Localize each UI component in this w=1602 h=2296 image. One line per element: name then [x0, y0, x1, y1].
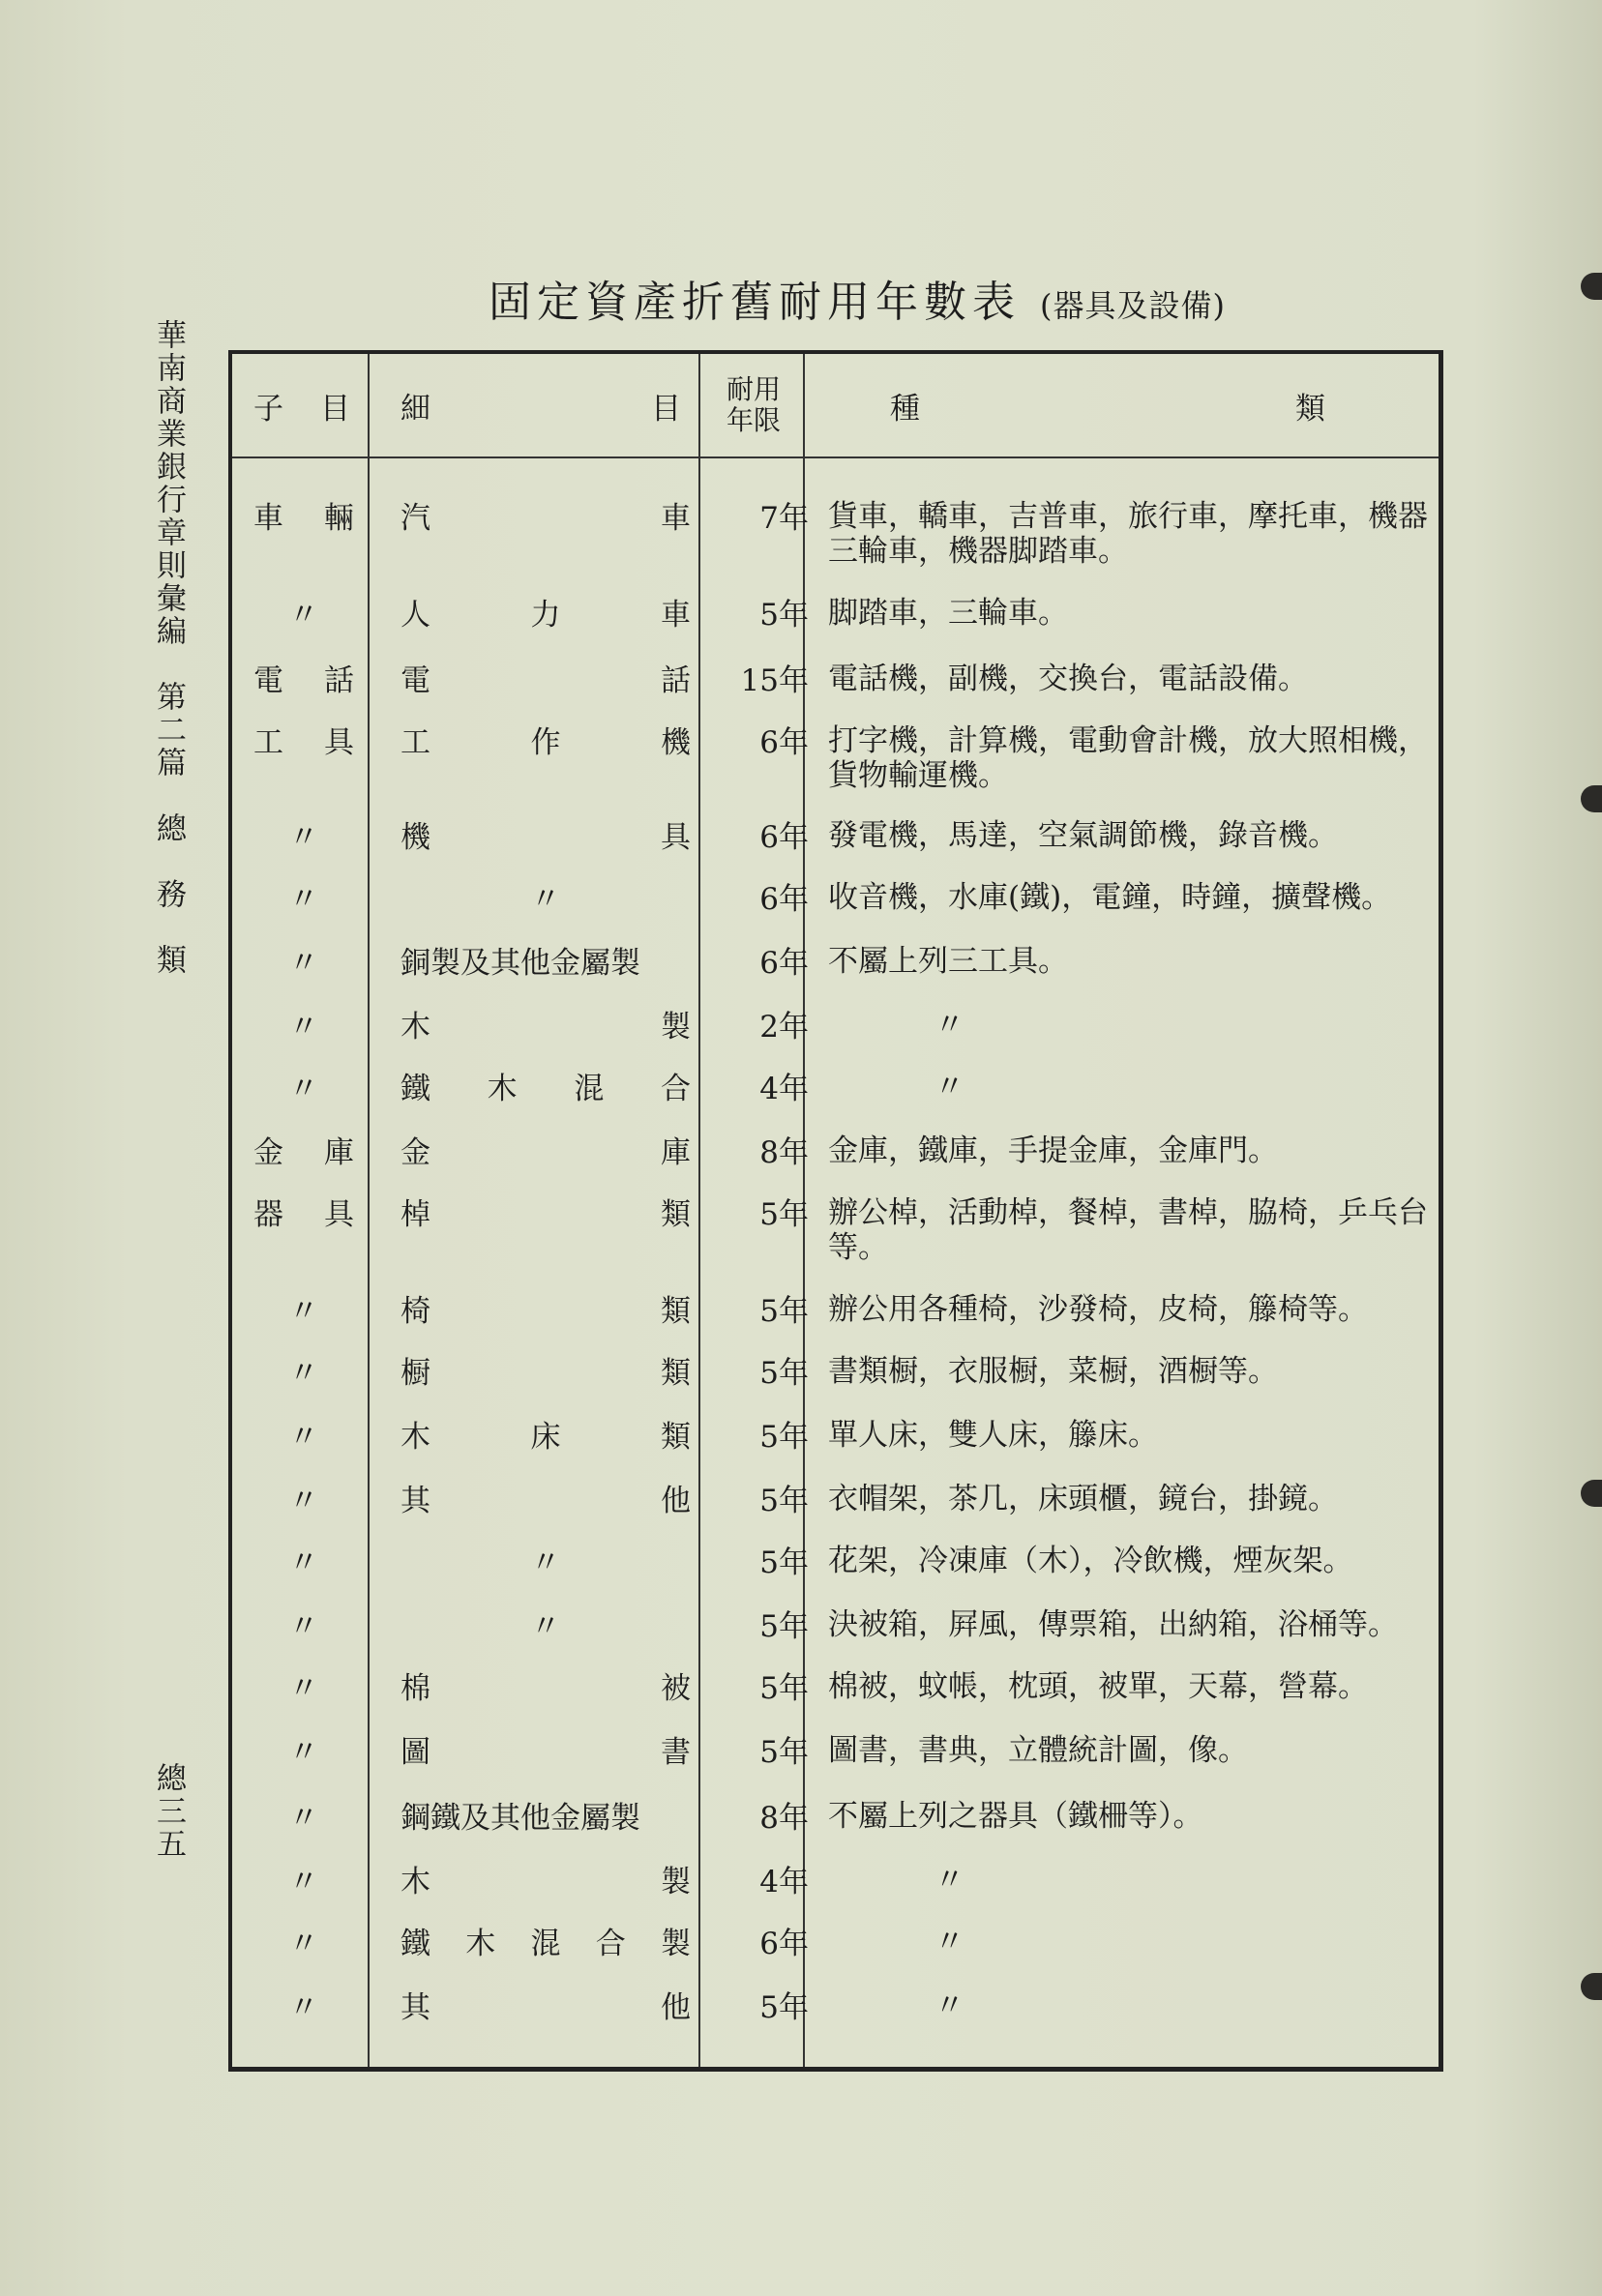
binding-hole — [1581, 785, 1602, 812]
table-cell: 辦公棹，活動棹，餐棹，書棹，脇椅，乒乓台等。 — [828, 1195, 1428, 1265]
cell-char: 鐵 — [400, 1927, 430, 1961]
cell-char: 被 — [661, 1671, 691, 1706]
table-cell: 圖書，書典，立體統計圖，像。 — [828, 1733, 1248, 1768]
table-cell: 棉被，蚊帳，枕頭，被單，天幕，營幕。 — [828, 1669, 1368, 1704]
table-cell: 7年 — [759, 501, 809, 536]
table-cell: 15年 — [740, 663, 809, 698]
table-cell: 8年 — [759, 1135, 809, 1170]
table-cell: 不屬上列三工具。 — [828, 944, 1068, 979]
table-cell: 〃 — [934, 1988, 964, 2023]
cell-char: 作 — [530, 725, 561, 760]
table-row — [232, 1733, 1447, 1791]
cell-char: 話 — [661, 663, 691, 698]
table-cell: 〃 — [288, 1735, 319, 1770]
header-text: 細 — [400, 391, 430, 427]
cell-char: 工 — [400, 725, 430, 760]
cell-char: 其 — [400, 1484, 430, 1518]
header-subitem — [253, 354, 350, 456]
cell-char: 電 — [253, 663, 283, 698]
cell-char: 工 — [253, 725, 283, 760]
table-cell: 5年 — [759, 1609, 809, 1644]
table-row — [232, 1925, 1447, 1983]
cell-char: 車 — [661, 598, 691, 633]
table-row — [232, 723, 1447, 793]
table-row — [232, 1863, 1447, 1921]
table-cell: 5年 — [759, 1671, 809, 1706]
header-text: 年限 — [726, 404, 781, 436]
table-row — [232, 1195, 1447, 1265]
table-cell: 不屬上列之器具（鐵柵等）。 — [828, 1799, 1203, 1834]
table-cell: 貨車，轎車，吉普車，旅行車，摩托車，機器三輪車，機器脚踏車。 — [828, 499, 1428, 569]
table-cell — [400, 1195, 691, 1234]
table-cell — [253, 499, 354, 538]
header-text: 子 — [253, 391, 283, 427]
table-cell: 〃 — [288, 1801, 319, 1836]
cell-char: 合 — [595, 1927, 626, 1961]
table-cell — [253, 1133, 354, 1172]
table-cell — [400, 1292, 691, 1331]
cell-char: 他 — [661, 1484, 691, 1518]
table-cell — [400, 818, 691, 857]
table-row — [232, 1607, 1447, 1665]
cell-char: 他 — [661, 1990, 691, 2025]
cell-char: 力 — [530, 598, 561, 633]
table-cell: 〃 — [288, 820, 319, 855]
table-cell: 5年 — [759, 1484, 809, 1518]
table-cell — [400, 1354, 691, 1393]
table-cell: 〃 — [288, 1671, 319, 1706]
table-cell: 脚踏車，三輪車。 — [828, 596, 1068, 631]
table-cell — [400, 596, 691, 634]
cell-char: 木 — [400, 1865, 430, 1899]
header-text: 類 — [1295, 391, 1325, 427]
cell-char: 具 — [661, 820, 691, 855]
table-cell: 6年 — [759, 1927, 809, 1961]
table-row — [232, 1070, 1447, 1128]
cell-char: 金 — [400, 1135, 430, 1170]
table-row — [232, 1133, 1447, 1192]
side-running-title — [153, 319, 186, 977]
binding-hole — [1581, 1480, 1602, 1507]
cell-char: 合 — [660, 1072, 691, 1106]
header-types — [890, 354, 1325, 456]
cell-char: 車 — [253, 501, 283, 536]
table-cell — [400, 1418, 691, 1457]
table-cell: 電話機，副機，交換台，電話設備。 — [828, 662, 1308, 696]
table-cell — [400, 1070, 691, 1108]
header-text: 種 — [890, 391, 920, 427]
table-row — [232, 1669, 1447, 1727]
header-detail — [400, 354, 681, 456]
cell-char: 圖 — [400, 1735, 430, 1770]
table-cell: 5年 — [759, 598, 809, 633]
cell-char: 製 — [661, 1927, 691, 1961]
table-cell: 〃 — [288, 946, 319, 981]
cell-char: 汽 — [400, 501, 430, 536]
table-cell: 6年 — [759, 725, 809, 760]
table-cell: 〃 — [530, 1609, 561, 1644]
cell-char: 具 — [324, 1197, 354, 1232]
table-cell: 〃 — [934, 1863, 964, 1898]
table-cell: 2年 — [759, 1010, 809, 1045]
table-row — [232, 499, 1447, 569]
table-row — [232, 1544, 1447, 1602]
cell-char: 鐵 — [400, 1072, 430, 1106]
cell-char: 話 — [324, 663, 354, 698]
table-cell: 〃 — [288, 1072, 319, 1106]
table-cell: 5年 — [759, 1197, 809, 1232]
cell-char: 電 — [400, 663, 430, 698]
table-cell: 單人床，雙人床，籐床。 — [828, 1418, 1158, 1453]
cell-char: 製 — [661, 1865, 691, 1899]
cell-char: 類 — [661, 1294, 691, 1329]
table-cell: 6年 — [759, 882, 809, 917]
cell-char: 床 — [530, 1420, 561, 1455]
table-cell: 4年 — [759, 1865, 809, 1899]
table-cell: 5年 — [759, 1545, 809, 1580]
table-cell: 〃 — [530, 1545, 561, 1580]
cell-char: 製 — [661, 1010, 691, 1045]
title-main: 固定資產折舊耐用年數表 — [489, 278, 1021, 327]
table-row — [232, 1418, 1447, 1476]
cell-char: 車 — [661, 501, 691, 536]
header-text: 耐用 — [726, 373, 781, 405]
cell-char: 類 — [661, 1197, 691, 1232]
header-text: 目 — [651, 391, 681, 427]
table-cell: 〃 — [934, 1925, 964, 1959]
cell-char: 人 — [400, 598, 430, 633]
binding-hole — [1581, 1973, 1602, 2000]
table-cell: 〃 — [288, 1484, 319, 1518]
table-row — [232, 1799, 1447, 1857]
table-cell: 6年 — [759, 946, 809, 981]
title-sub: (器具及設備) — [1040, 287, 1226, 324]
table-cell: 〃 — [288, 598, 319, 633]
table-row — [232, 880, 1447, 938]
header-useful-years — [710, 354, 797, 456]
table-cell: 衣帽架，茶几，床頭櫃，鏡台，掛鏡。 — [828, 1482, 1338, 1516]
cell-char: 類 — [661, 1356, 691, 1391]
table-cell: 辦公用各種椅，沙發椅，皮椅，籐椅等。 — [828, 1292, 1368, 1327]
table-cell: 〃 — [288, 1420, 319, 1455]
binding-hole — [1581, 273, 1602, 300]
table-title — [489, 267, 1226, 329]
table-cell: 收音機，水庫(鐵)，電鐘，時鐘，擴聲機。 — [828, 880, 1392, 915]
table-cell: 鋼鐵及其他金屬製 — [400, 1801, 640, 1836]
table-cell: 〃 — [288, 1010, 319, 1045]
table-cell: 〃 — [288, 1865, 319, 1899]
table-cell: 〃 — [530, 882, 561, 917]
table-cell — [253, 723, 354, 762]
table-cell: 發電機，馬達，空氣調節機，錄音機。 — [828, 818, 1338, 853]
cell-char: 木 — [400, 1420, 430, 1455]
table-cell: 5年 — [759, 1356, 809, 1391]
cell-char: 棹 — [400, 1197, 430, 1232]
cell-char: 混 — [530, 1927, 561, 1961]
table-cell: 〃 — [288, 1545, 319, 1580]
table-row — [232, 1354, 1447, 1412]
table-cell — [400, 1008, 691, 1046]
table-row — [232, 1988, 1447, 2046]
table-row — [232, 1292, 1447, 1350]
cell-char: 橱 — [400, 1356, 430, 1391]
table-cell: 書類橱，衣服橱，菜橱，酒橱等。 — [828, 1354, 1278, 1389]
table-cell: 〃 — [288, 1356, 319, 1391]
table-cell: 金庫，鐵庫，手提金庫，金庫門。 — [828, 1133, 1278, 1168]
table-cell: 〃 — [288, 1294, 319, 1329]
cell-char: 金 — [253, 1135, 283, 1170]
table-cell: 銅製及其他金屬製 — [400, 946, 640, 981]
table-cell: 8年 — [759, 1801, 809, 1836]
table-cell: 6年 — [759, 820, 809, 855]
table-cell — [400, 1925, 691, 1963]
table-cell: 〃 — [288, 1927, 319, 1961]
table-cell — [400, 662, 691, 700]
table-cell — [400, 1133, 691, 1172]
table-cell: 〃 — [934, 1070, 964, 1104]
page-number: 總三五 — [151, 1762, 186, 1861]
table-cell — [400, 723, 691, 762]
table-row — [232, 1482, 1447, 1540]
cell-char: 混 — [574, 1072, 605, 1106]
table-cell: 5年 — [759, 1990, 809, 2025]
cell-char: 木 — [465, 1927, 496, 1961]
table-cell: 〃 — [934, 1008, 964, 1043]
side-text: 華南商業銀行章則彙編 第二篇 總 務 類 — [151, 319, 186, 977]
cell-char: 椅 — [400, 1294, 430, 1329]
table-cell — [400, 1669, 691, 1708]
table-row — [232, 944, 1447, 1002]
table-cell: 花架，冷凍庫（木），冷飲機，煙灰架。 — [828, 1544, 1353, 1578]
depreciation-table — [228, 350, 1443, 2072]
table-cell: 〃 — [288, 882, 319, 917]
cell-char: 庫 — [661, 1135, 691, 1170]
cell-char: 具 — [324, 725, 354, 760]
cell-char: 機 — [661, 725, 691, 760]
table-cell: 〃 — [288, 1990, 319, 2025]
table-cell — [400, 1733, 691, 1772]
table-cell — [253, 1195, 354, 1234]
cell-char: 木 — [487, 1072, 518, 1106]
cell-char: 類 — [661, 1420, 691, 1455]
table-cell: 決被箱，屛風，傳票箱，出納箱，浴桶等。 — [828, 1607, 1398, 1642]
table-cell — [400, 1482, 691, 1520]
header-divider — [232, 456, 1439, 458]
cell-char: 木 — [400, 1010, 430, 1045]
table-cell — [253, 662, 354, 700]
cell-char: 輛 — [324, 501, 354, 536]
table-cell — [400, 1863, 691, 1901]
cell-char: 書 — [661, 1735, 691, 1770]
table-row — [232, 662, 1447, 720]
table-cell: 4年 — [759, 1072, 809, 1106]
table-cell: 5年 — [759, 1420, 809, 1455]
table-cell: 5年 — [759, 1294, 809, 1329]
table-row — [232, 1008, 1447, 1066]
cell-char: 其 — [400, 1990, 430, 2025]
table-cell — [400, 499, 691, 538]
table-cell: 〃 — [288, 1609, 319, 1644]
cell-char: 器 — [253, 1197, 283, 1232]
table-row — [232, 818, 1447, 876]
table-cell: 5年 — [759, 1735, 809, 1770]
header-text: 目 — [320, 391, 350, 427]
cell-char: 機 — [400, 820, 430, 855]
cell-char: 庫 — [324, 1135, 354, 1170]
cell-char: 棉 — [400, 1671, 430, 1706]
table-row — [232, 596, 1447, 654]
table-cell: 打字機，計算機，電動會計機，放大照相機，貨物輸運機。 — [828, 723, 1428, 793]
table-cell — [400, 1988, 691, 2027]
